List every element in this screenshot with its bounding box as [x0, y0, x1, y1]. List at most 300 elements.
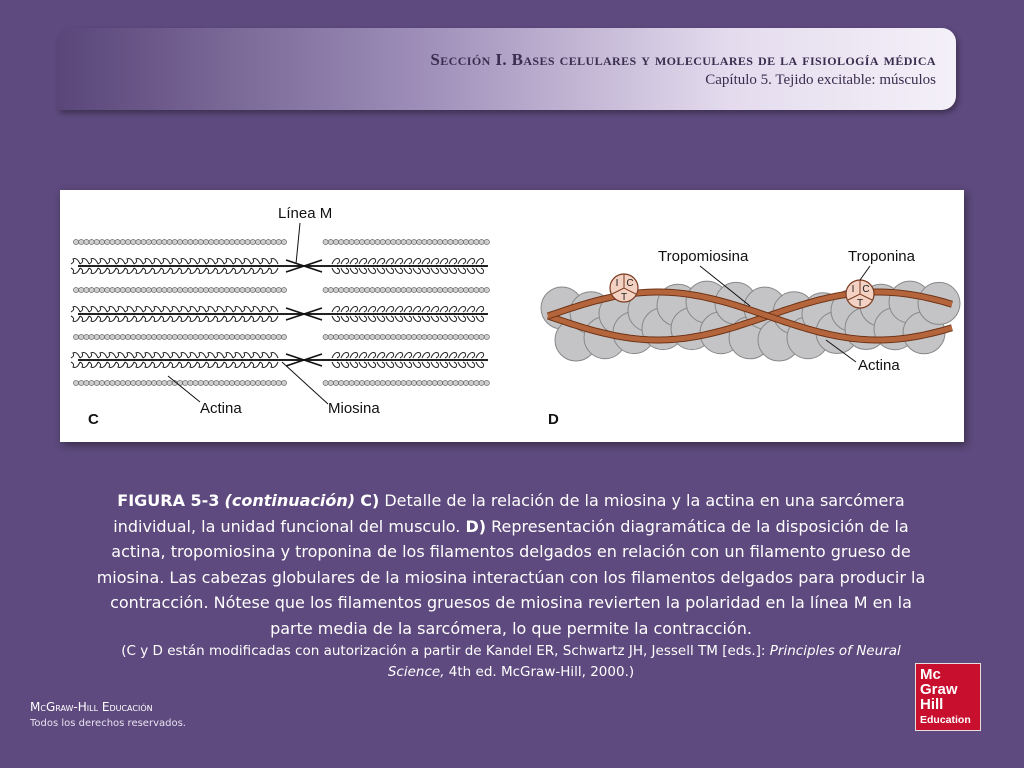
- actin-bead: [422, 239, 427, 244]
- myosin-head: [143, 362, 152, 367]
- myosin-head: [251, 307, 260, 312]
- actin-bead: [401, 380, 406, 385]
- actin-bead: [411, 334, 416, 339]
- myosin-head: [251, 268, 260, 273]
- myosin-head: [413, 353, 421, 358]
- actin-bead: [349, 334, 354, 339]
- myosin-head: [260, 362, 269, 367]
- myosin-head: [125, 316, 134, 321]
- myosin-head: [188, 362, 197, 367]
- actin-bead: [281, 239, 286, 244]
- myosin-head: [350, 316, 358, 321]
- actin-bead: [79, 334, 84, 339]
- actin-bead: [344, 287, 349, 292]
- myosin-head: [134, 307, 143, 312]
- actin-bead: [328, 380, 333, 385]
- myosin-head: [467, 259, 475, 264]
- actin-bead: [437, 239, 442, 244]
- myosin-head: [125, 307, 134, 312]
- actin-bead: [375, 239, 380, 244]
- myosin-head: [197, 307, 206, 312]
- actin-bead: [323, 239, 328, 244]
- troponin-subunit: C: [862, 284, 870, 295]
- actin-bead: [198, 287, 203, 292]
- myosin-head: [179, 268, 188, 273]
- myosin-head: [224, 307, 233, 312]
- myosin-head: [386, 316, 394, 321]
- actin-bead: [183, 380, 188, 385]
- myosin-head: [413, 316, 421, 321]
- myosin-head: [206, 316, 215, 321]
- myosin-head: [413, 307, 421, 312]
- actin-bead: [458, 334, 463, 339]
- actin-bead: [245, 239, 250, 244]
- actin-bead: [370, 239, 375, 244]
- credit-book: Principles of Neural Science,: [387, 643, 901, 680]
- myosin-head: [368, 316, 376, 321]
- actin-bead: [448, 239, 453, 244]
- actin-bead: [151, 287, 156, 292]
- actin-bead: [354, 334, 359, 339]
- myosin-head: [152, 307, 161, 312]
- actin-bead: [349, 380, 354, 385]
- myosin-head: [143, 268, 152, 273]
- myosin-head: [269, 316, 278, 321]
- myosin-head: [341, 259, 349, 264]
- myosin-head: [350, 307, 358, 312]
- myosin-label: Miosina: [328, 400, 380, 417]
- actin-bead: [479, 334, 484, 339]
- myosin-head: [350, 259, 358, 264]
- actin-bead: [177, 287, 182, 292]
- troponin-subunit: I: [851, 284, 855, 295]
- myosin-head: [368, 362, 376, 367]
- myosin-head: [260, 259, 269, 264]
- actin-bead: [339, 334, 344, 339]
- actin-bead: [484, 239, 489, 244]
- actin-bead: [271, 380, 276, 385]
- actin-bead: [79, 239, 84, 244]
- myosin-head: [404, 268, 412, 273]
- myosin-head: [179, 362, 188, 367]
- myosin-head: [188, 307, 197, 312]
- actin-bead: [245, 380, 250, 385]
- myosin-head: [260, 316, 269, 321]
- actin-bead: [417, 380, 422, 385]
- actin-bead: [219, 334, 224, 339]
- myosin-head: [89, 362, 98, 367]
- actin-bead: [141, 287, 146, 292]
- d-description: Representación diagramática de la disposición de la actina, tropomiosina y troponina de los filamentos delgados en relación con un filamento grueso de miosina. Las cabezas globulares de la miosina interactúan con los filamentos delgados para producir la contracción. Nótese que los filamentos gruesos de miosina revierten la polaridad en la línea M en la parte media de la sarcómera, lo que permite la contracción.: [96, 516, 926, 638]
- actin-bead: [469, 334, 474, 339]
- myosin-head: [134, 316, 143, 321]
- actin-bead: [99, 239, 104, 244]
- myosin-head: [134, 362, 143, 367]
- actin-bead: [255, 380, 260, 385]
- actin-bead: [411, 239, 416, 244]
- myosin-head: [341, 362, 349, 367]
- actin-bead: [469, 380, 474, 385]
- m-line-pointer: [296, 223, 300, 264]
- actin-bead: [344, 239, 349, 244]
- myosin-head: [341, 316, 349, 321]
- actin-bead: [245, 334, 250, 339]
- myosin-head: [449, 353, 457, 358]
- myosin-head: [377, 353, 385, 358]
- troponin-subunit: I: [615, 278, 619, 289]
- actin-bead: [79, 380, 84, 385]
- actin-bead: [391, 239, 396, 244]
- myosin-head: [242, 353, 251, 358]
- actin-bead: [167, 380, 172, 385]
- actin-bead: [354, 380, 359, 385]
- myosin-head: [458, 259, 466, 264]
- actin-bead: [437, 334, 442, 339]
- actin-bead: [141, 239, 146, 244]
- chapter-title: Capítulo 5. Tejido excitable: músculos: [705, 72, 936, 88]
- actin-bead: [131, 239, 136, 244]
- actin-bead: [219, 287, 224, 292]
- actin-bead: [105, 287, 110, 292]
- actin-bead: [266, 239, 271, 244]
- actin-bead: [406, 287, 411, 292]
- actin-bead: [261, 334, 266, 339]
- actin-bead: [365, 239, 370, 244]
- actin-bead: [250, 334, 255, 339]
- myosin-head: [233, 307, 242, 312]
- actin-bead: [359, 239, 364, 244]
- actin-bead: [385, 287, 390, 292]
- myosin-head: [188, 268, 197, 273]
- actin-bead: [115, 334, 120, 339]
- actin-bead: [479, 380, 484, 385]
- myosin-head: [89, 268, 98, 273]
- actin-bead: [214, 239, 219, 244]
- actin-bead: [396, 239, 401, 244]
- myosin-head: [332, 259, 340, 264]
- actin-bead: [188, 239, 193, 244]
- actin-bead: [396, 380, 401, 385]
- myosin-head: [98, 268, 107, 273]
- caption-credit: [96, 641, 926, 683]
- myosin-head: [251, 353, 260, 358]
- actin-bead: [229, 380, 234, 385]
- myosin-head: [458, 316, 466, 321]
- actin-bead: [89, 287, 94, 292]
- actin-bead: [177, 334, 182, 339]
- actin-label-c: Actina: [200, 400, 242, 417]
- myosin-head: [341, 307, 349, 312]
- actin-bead: [380, 380, 385, 385]
- actin-bead: [99, 380, 104, 385]
- actin-bead: [463, 287, 468, 292]
- myosin-head: [107, 316, 116, 321]
- troponin-subunit: C: [626, 278, 634, 289]
- actin-bead: [255, 287, 260, 292]
- actin-bead: [84, 287, 89, 292]
- actin-bead: [224, 239, 229, 244]
- actin-bead: [328, 287, 333, 292]
- actin-bead: [73, 239, 78, 244]
- section-title: Sección I. Bases celulares y moleculares de la fisiología médica: [430, 50, 936, 69]
- actin-bead: [349, 239, 354, 244]
- actin-bead: [120, 334, 125, 339]
- actin-bead: [157, 239, 162, 244]
- actin-bead: [479, 287, 484, 292]
- myosin-head: [161, 316, 170, 321]
- actin-bead: [276, 334, 281, 339]
- actin-bead: [333, 287, 338, 292]
- myosin-head: [368, 353, 376, 358]
- myosin-head: [71, 307, 80, 312]
- actin-bead: [167, 287, 172, 292]
- myosin-head: [215, 307, 224, 312]
- myosin-head: [350, 268, 358, 273]
- actin-bead: [131, 380, 136, 385]
- myosin-head: [152, 362, 161, 367]
- actin-bead: [375, 380, 380, 385]
- actin-bead: [162, 287, 167, 292]
- actin-bead: [417, 334, 422, 339]
- actin-bead: [198, 380, 203, 385]
- myosin-head: [476, 268, 484, 273]
- myosin-head: [152, 316, 161, 321]
- myosin-head: [332, 307, 340, 312]
- actin-bead: [229, 239, 234, 244]
- actin-bead: [219, 239, 224, 244]
- mcgraw-hill-logo: [915, 663, 981, 731]
- actin-bead: [203, 380, 208, 385]
- actin-bead: [240, 334, 245, 339]
- actin-bead: [162, 380, 167, 385]
- myosin-head: [359, 362, 367, 367]
- actin-bead: [344, 380, 349, 385]
- actin-bead: [463, 334, 468, 339]
- actin-bead: [172, 239, 177, 244]
- myosin-head: [404, 307, 412, 312]
- actin-bead: [427, 287, 432, 292]
- actin-bead: [198, 239, 203, 244]
- actin-bead: [359, 287, 364, 292]
- actin-bead: [183, 334, 188, 339]
- actin-bead: [94, 334, 99, 339]
- myosin-head: [80, 268, 89, 273]
- actin-bead: [417, 287, 422, 292]
- actin-bead: [146, 334, 151, 339]
- myosin-head: [359, 316, 367, 321]
- myosin-head: [107, 353, 116, 358]
- myosin-head: [71, 353, 80, 358]
- myosin-head: [359, 307, 367, 312]
- myosin-head: [386, 362, 394, 367]
- actin-bead: [370, 287, 375, 292]
- myosin-head: [170, 316, 179, 321]
- actin-bead: [474, 239, 479, 244]
- myosin-head: [359, 268, 367, 273]
- myosin-head: [332, 316, 340, 321]
- actin-bead: [105, 334, 110, 339]
- actin-bead: [380, 239, 385, 244]
- actin-bead: [261, 239, 266, 244]
- actin-bead: [261, 380, 266, 385]
- myosin-head: [197, 259, 206, 264]
- myosin-head: [116, 259, 125, 264]
- actin-bead: [448, 287, 453, 292]
- myosin-head: [251, 362, 260, 367]
- sarcomere-diagram: [71, 239, 489, 385]
- myosin-head: [89, 259, 98, 264]
- myosin-head: [188, 316, 197, 321]
- myosin-head: [395, 307, 403, 312]
- actin-bead: [172, 334, 177, 339]
- myosin-head: [224, 362, 233, 367]
- actin-bead: [198, 334, 203, 339]
- myosin-head: [98, 353, 107, 358]
- actin-bead: [235, 287, 240, 292]
- actin-bead: [229, 334, 234, 339]
- actin-bead: [370, 380, 375, 385]
- actin-bead: [365, 380, 370, 385]
- myosin-head: [215, 316, 224, 321]
- actin-bead: [136, 334, 141, 339]
- actin-pointer-c: [168, 376, 200, 402]
- actin-bead: [463, 380, 468, 385]
- troponin-subunit: T: [620, 292, 628, 303]
- logo-line-1: Mc: [920, 666, 941, 683]
- myosin-head: [458, 353, 466, 358]
- myosin-head: [431, 353, 439, 358]
- actin-bead: [110, 287, 115, 292]
- myosin-head: [134, 353, 143, 358]
- myosin-head: [269, 362, 278, 367]
- myosin-head: [116, 268, 125, 273]
- myosin-head: [242, 362, 251, 367]
- actin-bead: [365, 287, 370, 292]
- myosin-head: [80, 353, 89, 358]
- actin-bead: [79, 287, 84, 292]
- myosin-head: [233, 259, 242, 264]
- myosin-head: [458, 362, 466, 367]
- myosin-head: [404, 362, 412, 367]
- actin-bead: [437, 287, 442, 292]
- actin-bead: [458, 239, 463, 244]
- actin-bead: [437, 380, 442, 385]
- actin-bead: [235, 380, 240, 385]
- actin-bead: [240, 380, 245, 385]
- actin-bead: [370, 334, 375, 339]
- actin-bead: [339, 380, 344, 385]
- actin-bead: [411, 380, 416, 385]
- myosin-head: [431, 307, 439, 312]
- actin-bead: [333, 239, 338, 244]
- actin-bead: [203, 239, 208, 244]
- myosin-pointer: [282, 362, 328, 404]
- myosin-head: [260, 307, 269, 312]
- actin-bead: [84, 334, 89, 339]
- troponin-subunit: T: [856, 298, 864, 309]
- myosin-head: [242, 259, 251, 264]
- actin-bead: [271, 334, 276, 339]
- myosin-head: [206, 307, 215, 312]
- troponin-pointer: [860, 266, 870, 280]
- actin-bead: [193, 334, 198, 339]
- actin-bead: [344, 334, 349, 339]
- myosin-head: [170, 307, 179, 312]
- actin-bead: [245, 287, 250, 292]
- actin-bead: [463, 239, 468, 244]
- actin-bead: [151, 334, 156, 339]
- myosin-head: [143, 353, 152, 358]
- actin-bead: [333, 334, 338, 339]
- actin-bead: [328, 334, 333, 339]
- myosin-head: [89, 307, 98, 312]
- myosin-head: [143, 307, 152, 312]
- actin-bead: [484, 380, 489, 385]
- actin-bead: [193, 287, 198, 292]
- myosin-head: [89, 316, 98, 321]
- actin-bead: [339, 239, 344, 244]
- actin-bead: [427, 239, 432, 244]
- actin-bead: [453, 334, 458, 339]
- myosin-head: [440, 259, 448, 264]
- myosin-head: [269, 259, 278, 264]
- myosin-head: [215, 259, 224, 264]
- myosin-head: [152, 268, 161, 273]
- actin-bead: [94, 380, 99, 385]
- myosin-head: [116, 316, 125, 321]
- myosin-head: [386, 353, 394, 358]
- myosin-head: [440, 316, 448, 321]
- actin-bead: [385, 239, 390, 244]
- actin-bead: [427, 334, 432, 339]
- myosin-head: [386, 268, 394, 273]
- actin-bead: [479, 239, 484, 244]
- myosin-head: [476, 362, 484, 367]
- actin-bead: [120, 380, 125, 385]
- myosin-head: [440, 268, 448, 273]
- myosin-head: [368, 268, 376, 273]
- myosin-head: [467, 307, 475, 312]
- myosin-head: [233, 316, 242, 321]
- myosin-head: [152, 259, 161, 264]
- actin-bead: [131, 334, 136, 339]
- myosin-head: [161, 307, 170, 312]
- myosin-head: [80, 316, 89, 321]
- actin-bead: [136, 380, 141, 385]
- myosin-head: [260, 268, 269, 273]
- myosin-head: [440, 362, 448, 367]
- myosin-head: [404, 353, 412, 358]
- actin-bead: [432, 380, 437, 385]
- actin-bead: [209, 380, 214, 385]
- actin-bead: [323, 334, 328, 339]
- actin-bead: [375, 334, 380, 339]
- actin-bead: [214, 287, 219, 292]
- myosin-head: [215, 353, 224, 358]
- actin-bead: [89, 334, 94, 339]
- actin-bead: [276, 239, 281, 244]
- myosin-head: [161, 259, 170, 264]
- actin-bead: [406, 239, 411, 244]
- actin-bead: [151, 380, 156, 385]
- actin-bead: [443, 380, 448, 385]
- myosin-head: [377, 316, 385, 321]
- myosin-head: [386, 307, 394, 312]
- myosin-head: [395, 268, 403, 273]
- myosin-head: [233, 268, 242, 273]
- myosin-head: [377, 307, 385, 312]
- myosin-head: [98, 362, 107, 367]
